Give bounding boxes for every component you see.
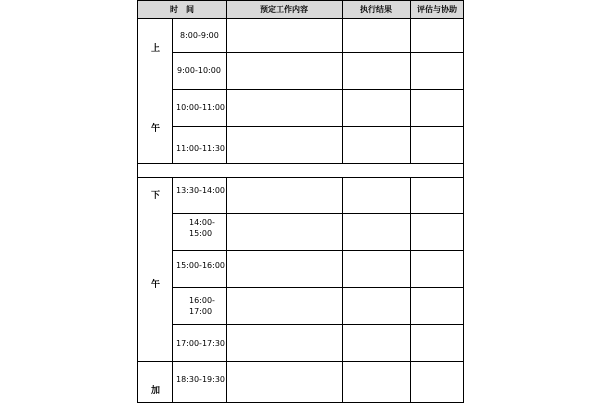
overtime-result-cell[interactable] xyxy=(342,361,411,403)
afternoon-time-cell xyxy=(172,287,227,325)
overtime-char: 加 xyxy=(151,386,161,396)
morning-result-cell[interactable] xyxy=(342,126,411,164)
morning-planned-cell[interactable] xyxy=(226,126,343,164)
afternoon-result-cell[interactable] xyxy=(342,250,411,288)
afternoon-result-cell[interactable] xyxy=(342,324,411,362)
afternoon-slot-label-line1: 16:00- xyxy=(189,296,215,305)
overtime-period-cell xyxy=(137,361,173,403)
morning-assess-cell[interactable] xyxy=(410,89,464,127)
afternoon-result-cell[interactable] xyxy=(342,177,411,214)
afternoon-assess-cell[interactable] xyxy=(410,250,464,288)
header-time-label: 时 间 xyxy=(170,5,194,14)
afternoon-planned-cell[interactable] xyxy=(226,287,343,325)
afternoon-assess-cell[interactable] xyxy=(410,287,464,325)
afternoon-assess-cell[interactable] xyxy=(410,177,464,214)
afternoon-slot-label-line2: 17:00 xyxy=(189,307,213,316)
afternoon-planned-cell[interactable] xyxy=(226,250,343,288)
afternoon-slot-label: 15:00-16:00 xyxy=(176,261,225,270)
afternoon-char-top: 下 xyxy=(151,191,161,201)
break-row xyxy=(137,163,464,178)
overtime-assess-cell[interactable] xyxy=(410,361,464,403)
header-planned-label: 预定工作内容 xyxy=(260,5,308,14)
afternoon-slot-label-line1: 14:00- xyxy=(189,218,215,227)
morning-period-cell xyxy=(137,18,173,164)
overtime-planned-cell[interactable] xyxy=(226,361,343,403)
morning-assess-cell[interactable] xyxy=(410,18,464,53)
morning-result-cell[interactable] xyxy=(342,18,411,53)
afternoon-planned-cell[interactable] xyxy=(226,213,343,251)
morning-planned-cell[interactable] xyxy=(226,18,343,53)
morning-slot-label: 9:00-10:00 xyxy=(177,66,221,75)
morning-char-bottom: 午 xyxy=(151,124,161,134)
overtime-slot-label: 18:30-19:30 xyxy=(176,375,225,384)
afternoon-planned-cell[interactable] xyxy=(226,177,343,214)
afternoon-assess-cell[interactable] xyxy=(410,213,464,251)
morning-assess-cell[interactable] xyxy=(410,52,464,90)
morning-planned-cell[interactable] xyxy=(226,89,343,127)
afternoon-period-cell xyxy=(137,177,173,362)
afternoon-assess-cell[interactable] xyxy=(410,324,464,362)
morning-assess-cell[interactable] xyxy=(410,126,464,164)
afternoon-planned-cell[interactable] xyxy=(226,324,343,362)
morning-result-cell[interactable] xyxy=(342,52,411,90)
morning-result-cell[interactable] xyxy=(342,89,411,127)
afternoon-slot-label: 17:00-17:30 xyxy=(176,339,225,348)
header-result-label: 执行结果 xyxy=(360,5,392,14)
morning-char-top: 上 xyxy=(151,44,161,54)
morning-slot-label: 10:00-11:00 xyxy=(176,103,225,112)
afternoon-char-bottom: 午 xyxy=(151,280,161,290)
afternoon-result-cell[interactable] xyxy=(342,213,411,251)
afternoon-result-cell[interactable] xyxy=(342,287,411,325)
morning-slot-label: 8:00-9:00 xyxy=(180,31,219,40)
afternoon-slot-label-line2: 15:00 xyxy=(189,229,213,238)
morning-planned-cell[interactable] xyxy=(226,52,343,90)
afternoon-slot-label: 13:30-14:00 xyxy=(176,186,225,195)
morning-slot-label: 11:00-11:30 xyxy=(176,144,225,153)
header-assess-label: 评估与协助 xyxy=(417,5,457,14)
